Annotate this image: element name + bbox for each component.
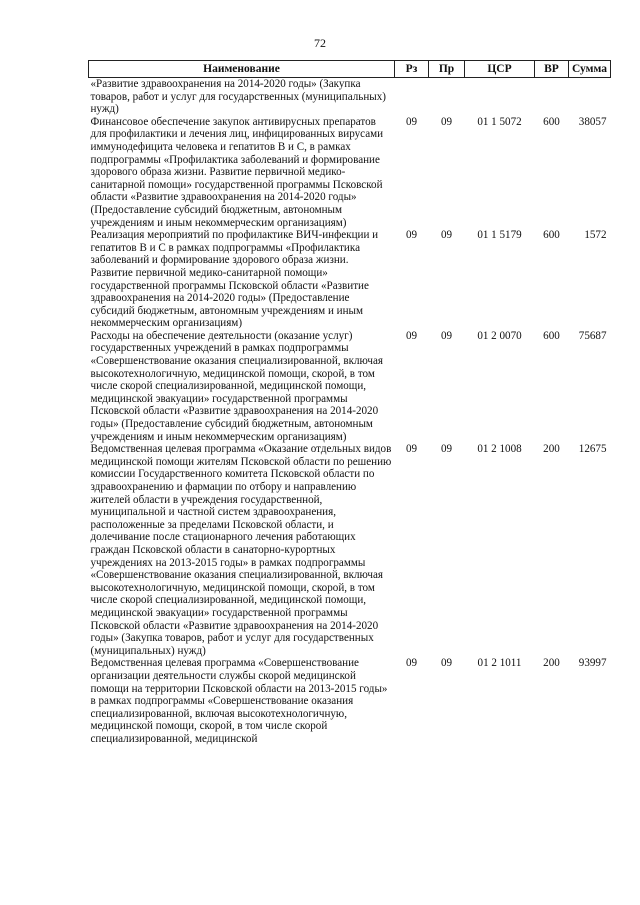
row-pr: 09 xyxy=(440,329,453,342)
row-vr: 600 xyxy=(543,229,560,242)
row-vr: 600 xyxy=(543,329,560,342)
table-row xyxy=(89,229,611,330)
row-sum: 38057 xyxy=(578,115,607,128)
row-csr: 01 2 1008 xyxy=(477,443,522,456)
row-name: Расходы на обеспечение деятельности (оказание услуг) государственных учреждений в рамках подпрограммы «Совершенствование оказания специализированной, включая высокотехнологичную, медицинской помощи, скорой, в том числе скорой специализированной, медицинской помощи, медицинской эвакуации» государственной программы Псковской области «Развитие здравоохранения на 2014-2020 годы» (Предоставление субсидий бюджетным, автономным учреждениям и иным некоммерческим организациям) xyxy=(90,329,383,443)
row-csr: 01 2 1011 xyxy=(477,657,522,670)
row-pr: 09 xyxy=(440,115,453,128)
header-csr: ЦСР xyxy=(465,61,535,78)
row-sum: 12675 xyxy=(578,443,607,456)
row-sum: 1572 xyxy=(584,229,607,242)
table-row xyxy=(89,443,611,657)
row-csr: 01 2 0070 xyxy=(477,329,522,342)
row-csr: 01 1 5072 xyxy=(477,115,522,128)
header-sum: Сумма xyxy=(569,61,611,78)
row-rz: 09 xyxy=(405,443,418,456)
row-rz: 09 xyxy=(405,657,418,670)
row-rz: 09 xyxy=(405,115,418,128)
table-header-row xyxy=(89,61,611,78)
row-name: Реализация мероприятий по профилактике ВИЧ-инфекции и гепатитов В и С в рамках подпрограммы «Профилактика заболеваний и формирование здорового образа жизни. Развитие первичной медико-санитарной помощи» государственной программы Псковской области «Развитие здравоохранения на 2014-2020 годы» (Предоставление субсидий бюджетным, автономным учреждениям и иным некоммерческим организациям) xyxy=(90,229,379,330)
row-name: Ведомственная целевая программа «Совершенствование организации деятельности службы скорой медицинской помощи на территории Псковской области на 2013-2015 годы» в рамках подпрограммы «Совершенствование оказания специализированной, включая высокотехнологичную, медицинской помощи, скорой, в том числе скорой специализированной, медицинской xyxy=(90,657,388,745)
header-name: Наименование xyxy=(89,61,395,78)
row-pr: 09 xyxy=(440,443,453,456)
row-vr: 200 xyxy=(543,443,560,456)
row-pr: 09 xyxy=(440,229,453,242)
row-name: Финансовое обеспечение закупок антивирусных препаратов для профилактики и лечения лиц, инфицированных вирусами иммунодефицита человека и гепатитов В и С, в рамках подпрограммы «Профилактика заболеваний и формирование здорового образа жизни. Развитие первичной медико-санитарной помощи» государственной программы Псковской области «Развитие здравоохранения на 2014-2020 годы» (Предоставление субсидий бюджетным, автономным учреждениям и иным некоммерческим организациям) xyxy=(90,115,384,229)
page-number: 72 xyxy=(314,36,326,50)
row-name: «Развитие здравоохранения на 2014-2020 годы» (Закупка товаров, работ и услуг для государственных (муниципальных) нужд) xyxy=(90,78,386,116)
table-row xyxy=(89,657,611,745)
table-row xyxy=(89,116,611,229)
header-pr: Пр xyxy=(429,61,465,78)
row-name: Ведомственная целевая программа «Оказание отдельных видов медицинской помощи жителям Псковской области по решению комиссии Государственного комитета Псковской области по здравоохранению и фармации по отбору и направлению жителей области в учреждения государственной, муниципальной и частной систем здравоохранения, расположенные за пределами Псковской области, и долечивание после стационарного лечения работающих граждан Псковской области в санаторно-курортных учреждениях на 2013-2015 годы» в рамках подпрограммы «Совершенствование оказания специализированной, включая высокотехнологичную, медицинской помощи, скорой, в том числе скорой специализированной, медицинской помощи, медицинской эвакуации» государственной программы Псковской области «Развитие здравоохранения на 2014-2020 годы» (Закупка товаров, работ и услуг для государственных (муниципальных) нужд) xyxy=(90,443,392,657)
table-row xyxy=(89,330,611,443)
row-rz: 09 xyxy=(405,229,418,242)
header-rz: Рз xyxy=(395,61,429,78)
row-csr: 01 1 5179 xyxy=(477,229,522,242)
table-row-continuation xyxy=(89,78,611,116)
row-vr: 200 xyxy=(543,657,560,670)
row-rz: 09 xyxy=(405,329,418,342)
row-pr: 09 xyxy=(440,657,453,670)
budget-table xyxy=(88,60,611,745)
row-sum: 75687 xyxy=(578,329,607,342)
row-vr: 600 xyxy=(543,115,560,128)
row-sum: 93997 xyxy=(578,657,607,670)
header-vr: ВР xyxy=(535,61,569,78)
